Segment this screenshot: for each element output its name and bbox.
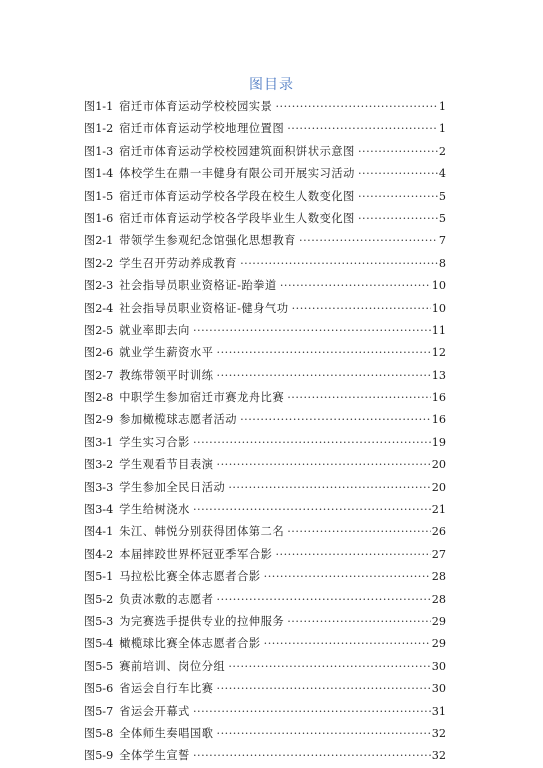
figure-number: 图5-9 xyxy=(84,749,114,763)
dot-leader xyxy=(217,678,431,700)
page-number: 13 xyxy=(431,368,446,382)
toc-entry[interactable] xyxy=(84,96,446,118)
figure-caption: 带领学生参观纪念馆强化思想教育 xyxy=(119,234,297,248)
dot-leader xyxy=(358,186,438,208)
figure-caption: 宿迁市体育运动学校地理位置图 xyxy=(119,122,285,136)
toc-entry[interactable] xyxy=(84,499,446,521)
dot-leader xyxy=(193,745,431,767)
toc-entry[interactable] xyxy=(84,701,446,723)
toc-entry[interactable] xyxy=(84,745,446,767)
page-number: 16 xyxy=(431,413,446,427)
figure-number: 图4-1 xyxy=(84,525,114,539)
figure-caption: 赛前培训、岗位分组 xyxy=(119,659,226,673)
dot-leader xyxy=(358,141,438,163)
figure-number: 图5-4 xyxy=(84,637,114,651)
toc-entry[interactable] xyxy=(84,230,446,252)
figure-number: 图5-3 xyxy=(84,614,114,628)
figure-caption: 宿迁市体育运动学校校园建筑面积饼状示意图 xyxy=(119,144,355,158)
figure-caption: 就业率即去向 xyxy=(119,323,190,337)
figure-number: 图2-8 xyxy=(84,391,114,405)
dot-leader xyxy=(228,656,430,678)
toc-entry[interactable] xyxy=(84,611,446,633)
page-number: 31 xyxy=(431,704,446,718)
toc-entry[interactable] xyxy=(84,186,446,208)
figure-caption: 省运会自行车比赛 xyxy=(119,682,214,696)
toc-entry[interactable] xyxy=(84,678,446,700)
figure-caption: 社会指导员职业资格证-跆拳道 xyxy=(119,279,277,293)
list-of-figures-title: 图目录 xyxy=(249,77,294,93)
page-number: 28 xyxy=(431,570,446,584)
page-number: 8 xyxy=(438,256,446,270)
toc-entry[interactable] xyxy=(84,409,446,431)
figure-number: 图4-2 xyxy=(84,547,114,561)
page-number: 4 xyxy=(438,167,446,181)
figure-number: 图3-1 xyxy=(84,435,114,449)
dot-leader xyxy=(217,589,431,611)
dot-leader xyxy=(217,723,431,745)
figure-caption: 全体师生奏唱国歌 xyxy=(119,726,214,740)
figure-number: 图1-3 xyxy=(84,144,114,158)
figure-caption: 就业学生薪资水平 xyxy=(119,346,214,360)
page-number: 29 xyxy=(431,637,446,651)
figure-caption: 学生召开劳动养成教育 xyxy=(119,256,238,270)
page-number: 10 xyxy=(431,279,446,293)
toc-entry[interactable] xyxy=(84,387,446,409)
dot-leader xyxy=(275,96,437,118)
toc-entry[interactable] xyxy=(84,163,446,185)
dot-leader xyxy=(280,275,431,297)
dot-leader xyxy=(287,118,438,140)
figure-number: 图5-2 xyxy=(84,592,114,606)
dot-leader xyxy=(264,633,431,655)
figure-caption: 中职学生参加宿迁市赛龙舟比赛 xyxy=(119,391,285,405)
page-number: 1 xyxy=(438,122,446,136)
figure-number: 图1-1 xyxy=(84,100,114,113)
toc-entry[interactable] xyxy=(84,656,446,678)
toc-entry[interactable] xyxy=(84,589,446,611)
figure-number: 图5-8 xyxy=(84,726,114,740)
dot-leader xyxy=(287,611,431,633)
figure-number: 图5-5 xyxy=(84,659,114,673)
figure-caption: 教练带领平时训练 xyxy=(119,368,214,382)
page-number: 30 xyxy=(431,659,446,673)
figure-caption: 参加橄榄球志愿者活动 xyxy=(119,413,238,427)
dot-leader xyxy=(217,454,431,476)
page-number: 7 xyxy=(438,234,446,248)
dot-leader xyxy=(287,387,431,409)
figure-number: 图2-2 xyxy=(84,256,114,270)
page-number: 20 xyxy=(431,458,446,472)
figure-caption: 为完赛选手提供专业的拉伸服务 xyxy=(119,614,285,628)
figure-number: 图5-6 xyxy=(84,682,114,696)
page-number: 16 xyxy=(431,391,446,405)
toc-entry[interactable] xyxy=(84,208,446,230)
dot-leader xyxy=(228,477,430,499)
figure-caption: 体校学生在鼎一丰健身有限公司开展实习活动 xyxy=(119,167,355,181)
page-number: 5 xyxy=(438,211,446,225)
figure-caption: 学生观看节目表演 xyxy=(119,458,214,472)
dot-leader xyxy=(240,253,438,275)
page-number: 19 xyxy=(431,435,446,449)
dot-leader xyxy=(193,499,431,521)
figure-number: 图1-4 xyxy=(84,167,114,181)
figure-number: 图2-4 xyxy=(84,301,114,315)
figure-number: 图2-3 xyxy=(84,279,114,293)
figure-caption: 宿迁市体育运动学校校园实景 xyxy=(119,100,273,113)
toc-entry[interactable] xyxy=(84,432,446,454)
page-number: 10 xyxy=(431,301,446,315)
figure-number: 图1-6 xyxy=(84,211,114,225)
figure-number: 图1-2 xyxy=(84,122,114,136)
figure-caption: 橄榄球比赛全体志愿者合影 xyxy=(119,637,261,651)
toc-entry[interactable] xyxy=(84,454,446,476)
figure-number: 图2-1 xyxy=(84,234,114,248)
dot-leader xyxy=(275,544,430,566)
dot-leader xyxy=(358,163,438,185)
figure-caption: 宿迁市体育运动学校各学段毕业生人数变化图 xyxy=(119,211,355,225)
figure-number: 图2-5 xyxy=(84,323,114,337)
page-number: 12 xyxy=(431,346,446,360)
toc-entry[interactable] xyxy=(84,365,446,387)
figure-number: 图2-7 xyxy=(84,368,114,382)
figure-caption: 全体学生宣誓 xyxy=(119,749,190,763)
dot-leader xyxy=(193,320,431,342)
figure-caption: 宿迁市体育运动学校各学段在校生人数变化图 xyxy=(119,189,355,203)
figure-caption: 学生给树浇水 xyxy=(119,503,190,517)
dot-leader xyxy=(217,342,431,364)
page-number: 28 xyxy=(431,592,446,606)
toc-entry[interactable] xyxy=(84,544,446,566)
page-number: 27 xyxy=(431,547,446,561)
page-number: 1 xyxy=(438,100,446,113)
toc-entry[interactable] xyxy=(84,723,446,745)
dot-leader xyxy=(193,432,431,454)
toc-entry[interactable] xyxy=(84,633,446,655)
page-number: 26 xyxy=(431,525,446,539)
figure-caption: 负责冰敷的志愿者 xyxy=(119,592,214,606)
figure-number: 图2-9 xyxy=(84,413,114,427)
page-number: 32 xyxy=(431,726,446,740)
figure-list xyxy=(84,96,446,768)
toc-entry[interactable] xyxy=(84,342,446,364)
toc-entry[interactable] xyxy=(84,141,446,163)
dot-leader xyxy=(240,409,431,431)
figure-number: 图5-1 xyxy=(84,570,114,584)
figure-caption: 朱江、韩悦分别获得团体第二名 xyxy=(119,525,285,539)
figure-caption: 学生实习合影 xyxy=(119,435,190,449)
figure-number: 图3-3 xyxy=(84,480,114,494)
toc-entry[interactable] xyxy=(84,253,446,275)
page-number: 2 xyxy=(438,144,446,158)
toc-entry[interactable] xyxy=(84,521,446,543)
page-number: 11 xyxy=(431,323,446,337)
dot-leader xyxy=(299,230,438,252)
page-number: 5 xyxy=(438,189,446,203)
dot-leader xyxy=(358,208,438,230)
page-number: 30 xyxy=(431,682,446,696)
toc-entry[interactable] xyxy=(84,298,446,320)
page-number: 32 xyxy=(431,749,446,763)
figure-caption: 省运会开幕式 xyxy=(119,704,190,718)
figure-caption: 马拉松比赛全体志愿者合影 xyxy=(119,570,261,584)
toc-entry[interactable] xyxy=(84,477,446,499)
figure-number: 图3-4 xyxy=(84,503,114,517)
toc-entry[interactable] xyxy=(84,118,446,140)
figure-number: 图5-7 xyxy=(84,704,114,718)
page-number: 21 xyxy=(431,503,446,517)
dot-leader xyxy=(264,566,431,588)
figure-caption: 社会指导员职业资格证-健身气功 xyxy=(119,301,289,315)
dot-leader xyxy=(193,701,431,723)
toc-entry[interactable] xyxy=(84,566,446,588)
figure-number: 图3-2 xyxy=(84,458,114,472)
figure-caption: 学生参加全民日活动 xyxy=(119,480,226,494)
dot-leader xyxy=(292,298,431,320)
figure-number: 图2-6 xyxy=(84,346,114,360)
toc-entry[interactable] xyxy=(84,320,446,342)
page-number: 29 xyxy=(431,614,446,628)
page-number: 20 xyxy=(431,480,446,494)
toc-entry[interactable] xyxy=(84,275,446,297)
figure-caption: 本届摔跤世界杯冠亚季军合影 xyxy=(119,547,273,561)
figure-number: 图1-5 xyxy=(84,189,114,203)
dot-leader xyxy=(287,521,431,543)
dot-leader xyxy=(217,365,431,387)
